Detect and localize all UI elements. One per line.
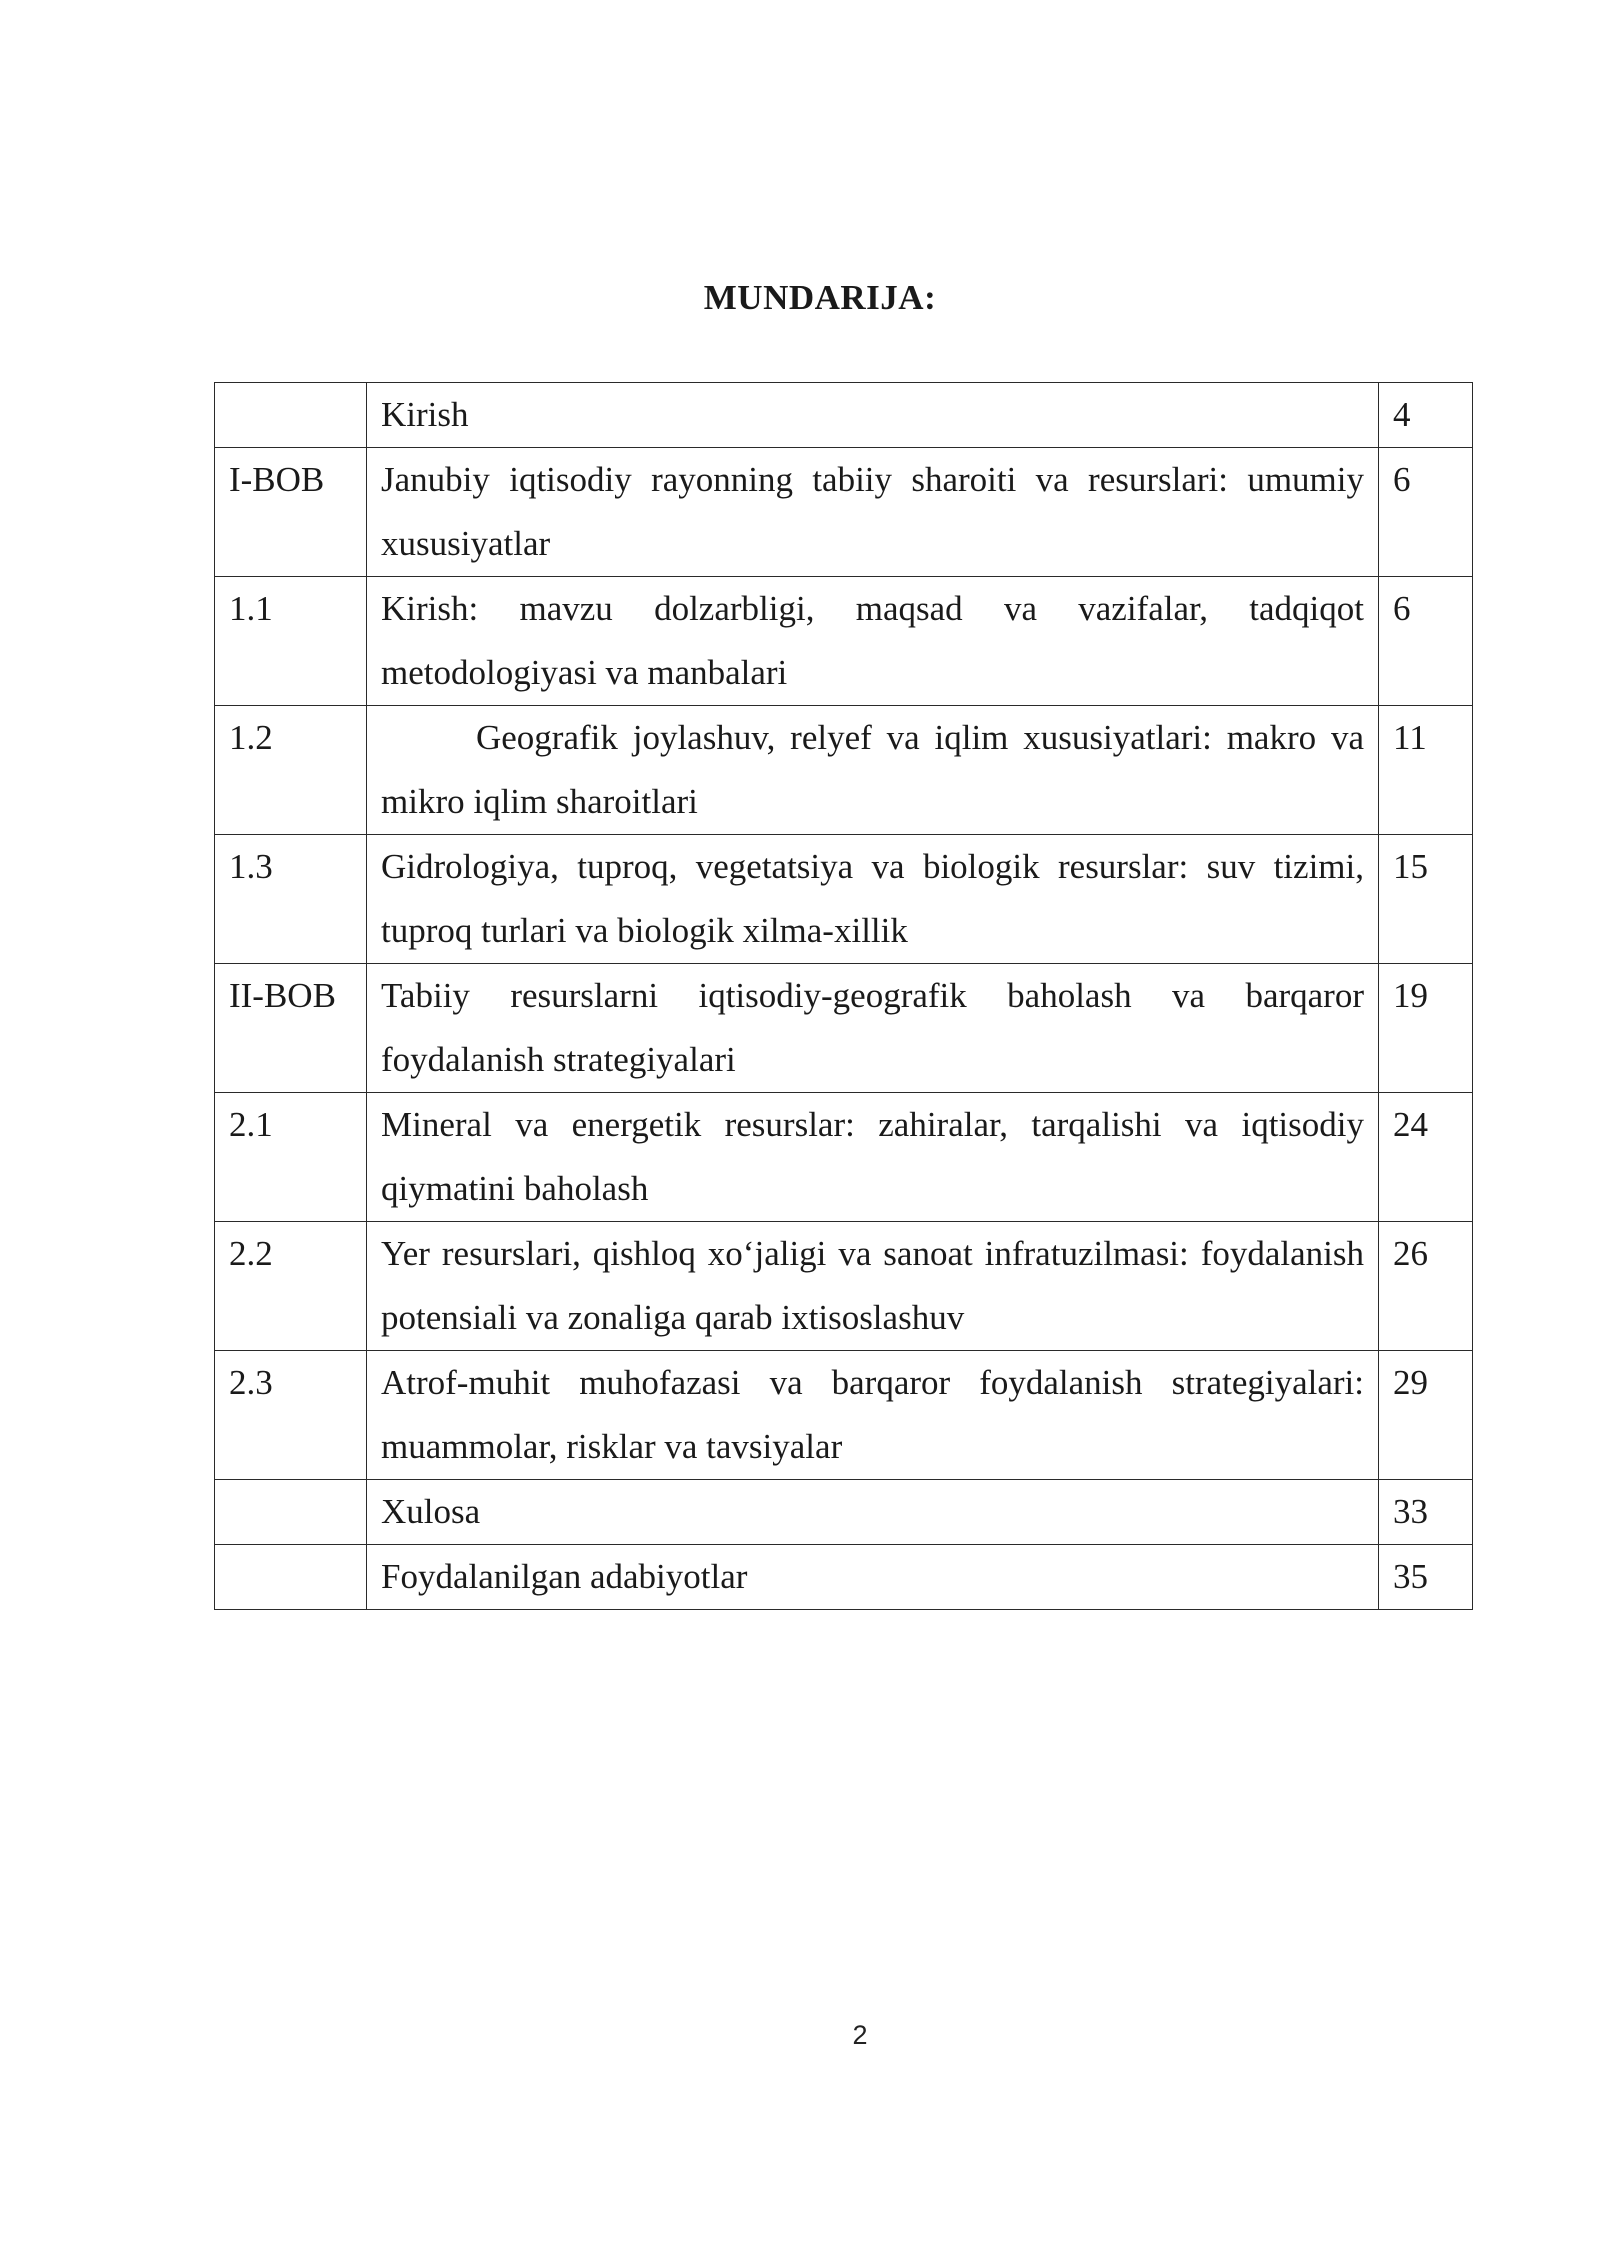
toc-row-chapter-2	[215, 964, 1473, 1093]
toc-row-kirish	[215, 383, 1473, 448]
toc-section-title: Xulosa	[367, 1480, 1379, 1545]
toc-row-1-3	[215, 835, 1473, 964]
toc-row-xulosa	[215, 1480, 1473, 1545]
toc-section-number	[215, 383, 367, 448]
toc-row-1-2	[215, 706, 1473, 835]
toc-page-number: 35	[1379, 1545, 1473, 1610]
toc-section-number: I-BOB	[215, 448, 367, 577]
toc-section-title: Janubiy iqtisodiy rayonning tabiiy sharoiti va resurslari: umumiy xususiyatlar	[367, 448, 1379, 577]
toc-page-number: 33	[1379, 1480, 1473, 1545]
toc-section-title: Kirish: mavzu dolzarbligi, maqsad va vazifalar, tadqiqot metodologiyasi va manbalari	[367, 577, 1379, 706]
toc-section-number: II-BOB	[215, 964, 367, 1093]
toc-section-title: Yer resurslari, qishloq xo‘jaligi va sanoat infratuzilmasi: foydalanish potensiali va zonaliga qarab ixtisoslashuv	[367, 1222, 1379, 1351]
toc-page-number: 6	[1379, 448, 1473, 577]
toc-section-number: 1.2	[215, 706, 367, 835]
toc-row-adabiyotlar	[215, 1545, 1473, 1610]
page-number: 2	[852, 2020, 868, 2050]
toc-section-number	[215, 1480, 367, 1545]
toc-section-number: 2.3	[215, 1351, 367, 1480]
toc-section-title: Kirish	[367, 383, 1379, 448]
toc-section-number: 2.1	[215, 1093, 367, 1222]
toc-section-title: Geografik joylashuv, relyef va iqlim xususiyatlari: makro va mikro iqlim sharoitlari	[367, 706, 1379, 835]
toc-section-number: 2.2	[215, 1222, 367, 1351]
toc-page-number: 19	[1379, 964, 1473, 1093]
toc-section-number: 1.1	[215, 577, 367, 706]
toc-page-number: 24	[1379, 1093, 1473, 1222]
toc-row-2-1	[215, 1093, 1473, 1222]
toc-section-title: Atrof-muhit muhofazasi va barqaror foydalanish strategiyalari: muammolar, risklar va tavsiyalar	[367, 1351, 1379, 1480]
toc-page-number: 15	[1379, 835, 1473, 964]
toc-section-number: 1.3	[215, 835, 367, 964]
toc-section-number	[215, 1545, 367, 1610]
toc-page-number: 26	[1379, 1222, 1473, 1351]
toc-section-title: Tabiiy resurslarni iqtisodiy-geografik baholash va barqaror foydalanish strategiyalari	[367, 964, 1379, 1093]
toc-row-chapter-1	[215, 448, 1473, 577]
toc-row-2-3	[215, 1351, 1473, 1480]
toc-section-title: Foydalanilgan adabiyotlar	[367, 1545, 1379, 1610]
toc-row-2-2	[215, 1222, 1473, 1351]
toc-page-number: 11	[1379, 706, 1473, 835]
toc-section-title: Mineral va energetik resurslar: zahiralar, tarqalishi va iqtisodiy qiymatini baholash	[367, 1093, 1379, 1222]
toc-page-number: 29	[1379, 1351, 1473, 1480]
toc-page-number: 6	[1379, 577, 1473, 706]
toc-row-1-1	[215, 577, 1473, 706]
toc-section-title: Gidrologiya, tuproq, vegetatsiya va biologik resurslar: suv tizimi, tuproq turlari va biologik xilma-xillik	[367, 835, 1379, 964]
table-of-contents	[214, 382, 1473, 1610]
toc-page-number: 4	[1379, 383, 1473, 448]
page-title: MUNDARIJA:	[703, 278, 937, 317]
